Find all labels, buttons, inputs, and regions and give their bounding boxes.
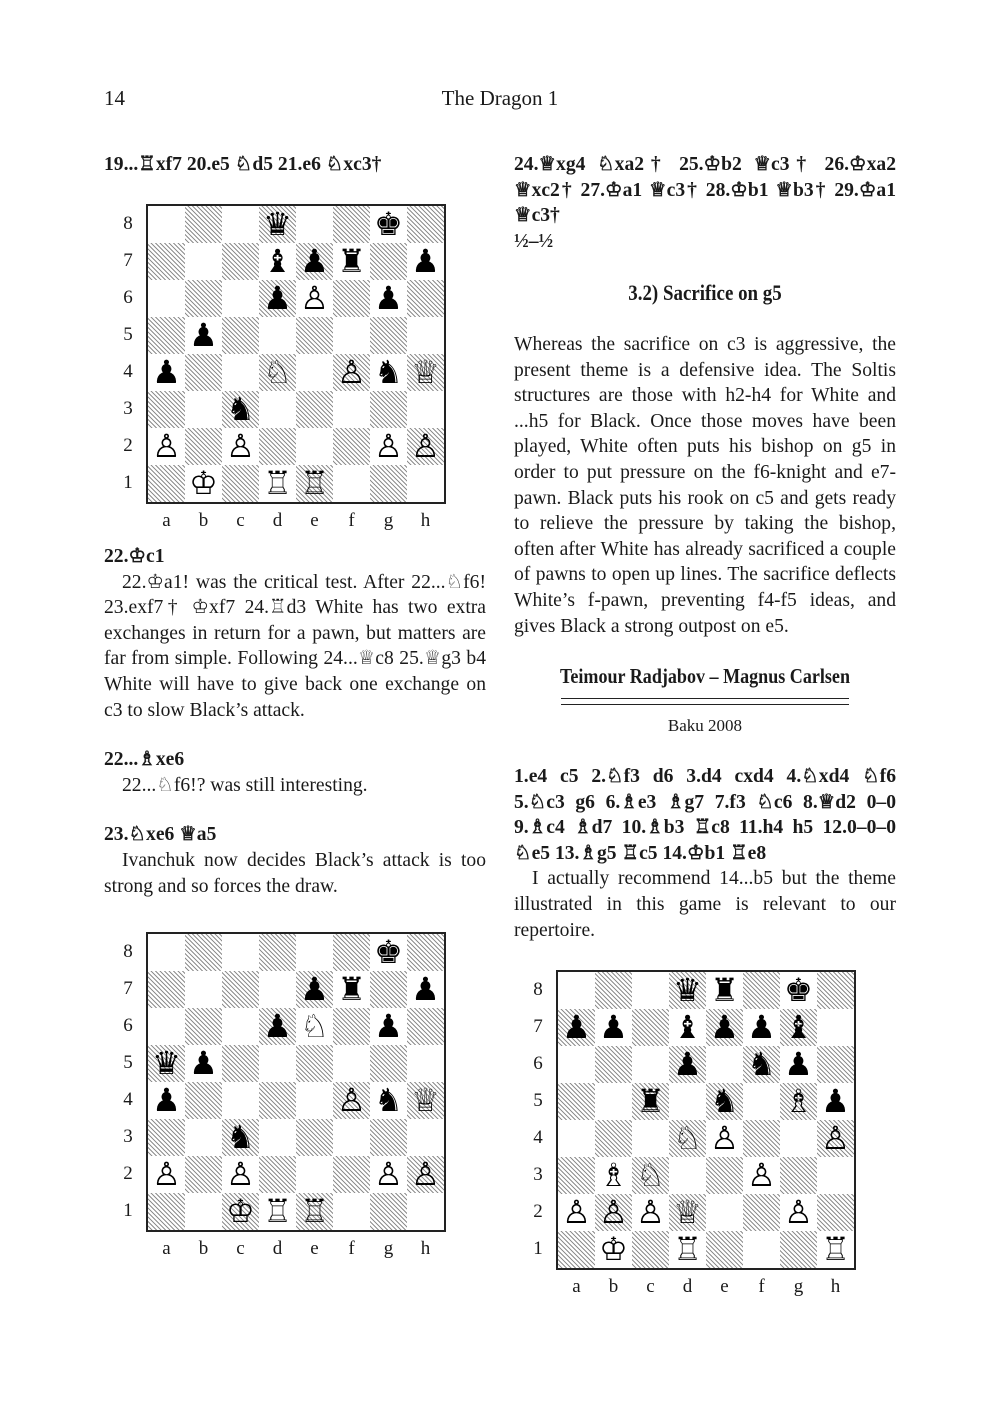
white-rook-e1: ♖ [300,464,329,502]
black-bishop-d7: ♝ [673,1008,702,1046]
square-g1 [370,1193,407,1230]
square-d3 [259,1119,296,1156]
game-note: I actually recommend 14...b5 but the theme illustrated in this game is relevant to our repertoire. [514,868,896,941]
white-pawn-g2: ♙ [374,427,403,465]
square-a1 [558,1231,595,1268]
square-f8 [333,206,370,243]
square-f3 [333,391,370,428]
square-c8 [222,206,259,243]
rank-label-3: 3 [123,398,133,419]
black-knight-e5: ♞ [710,1082,739,1120]
move-23: 23.♘xe6 ♕a5 [104,824,217,846]
square-c1 [222,465,259,502]
white-pawn-g2: ♙ [784,1193,813,1231]
square-g1 [370,465,407,502]
file-label-e: e [310,1238,319,1259]
file-label-c: c [236,510,245,531]
square-h6 [817,1046,854,1083]
square-f8 [743,972,780,1009]
white-pawn-c2: ♙ [226,427,255,465]
square-e8 [296,206,333,243]
black-king-g8: ♚ [374,205,403,243]
white-knight-e6: ♘ [300,1007,329,1045]
square-h1 [407,1193,444,1230]
square-h1 [407,465,444,502]
black-queen-a5: ♛ [152,1044,181,1082]
square-g1 [780,1231,817,1268]
square-b4 [595,1120,632,1157]
square-a8 [148,934,185,971]
white-rook-h1: ♖ [821,1230,850,1268]
file-label-d: d [272,1238,283,1259]
file-label-a: a [162,510,171,531]
square-h3 [407,1119,444,1156]
square-e8 [296,934,333,971]
file-label-a: a [162,1238,171,1259]
square-d5 [669,1083,706,1120]
page-header [0,86,1000,116]
square-f6 [333,280,370,317]
square-b4 [185,354,222,391]
white-pawn-c2: ♙ [226,1155,255,1193]
square-b8 [185,934,222,971]
square-h6 [407,1008,444,1045]
file-label-h: h [420,1238,431,1259]
black-pawn-e7: ♟ [710,1008,739,1046]
square-g3 [370,1119,407,1156]
square-g7 [370,243,407,280]
left-moves-block [104,152,486,178]
white-pawn-b2: ♙ [599,1193,628,1231]
black-rook-f7: ♜ [337,242,366,280]
square-h2 [817,1194,854,1231]
note-22: 22.♔a1! was the critical test. After 22...♘f6! 23.exf7† ♔xf7 24.♖d3 White has two extra exchanges in return for a pawn, but matters are far from simple. Following 24...♕c8 25.♕g3 b4 White will have to give back one exchange on c3 to slow Black’s attack. [104,571,486,721]
chessboard [146,932,446,1232]
square-f6 [333,1008,370,1045]
black-queen-d8: ♛ [673,971,702,1009]
white-pawn-h2: ♙ [411,1155,440,1193]
square-f4 [743,1120,780,1157]
white-bishop-g5: ♗ [784,1082,813,1120]
game-title: Teimour Radjabov – Magnus Carlsen [559,664,851,688]
chessboard [556,970,856,1270]
square-b4 [185,1082,222,1119]
square-b7 [185,243,222,280]
black-pawn-h5: ♟ [821,1082,850,1120]
rank-label-4: 4 [123,1089,133,1110]
black-pawn-d6: ♟ [263,279,292,317]
white-pawn-a2: ♙ [152,427,181,465]
section-paragraph-block [514,332,896,639]
square-g3 [370,391,407,428]
white-knight-d4: ♘ [673,1119,702,1157]
white-pawn-f3: ♙ [747,1156,776,1194]
square-f1 [333,1193,370,1230]
square-b1 [185,1193,222,1230]
square-f8 [333,934,370,971]
square-d5 [259,317,296,354]
square-b2 [185,1156,222,1193]
file-label-g: g [793,1276,804,1297]
file-label-e: e [310,510,319,531]
square-e6 [706,1046,743,1083]
page-number: 14 [104,86,125,110]
rank-label-5: 5 [533,1090,543,1111]
square-f5 [743,1083,780,1120]
white-pawn-a2: ♙ [152,1155,181,1193]
title-rule [561,698,849,705]
file-label-e: e [720,1276,729,1297]
square-f5 [333,317,370,354]
square-c6 [222,280,259,317]
white-rook-e1: ♖ [300,1192,329,1230]
file-label-b: b [608,1276,619,1297]
rank-label-2: 2 [123,1163,133,1184]
black-knight-g4: ♞ [374,1081,403,1119]
square-f1 [333,465,370,502]
section-heading: 3.2) Sacrifice on g5 [628,280,782,305]
square-g5 [370,317,407,354]
game-result: ½–½ [514,230,554,252]
rank-label-8: 8 [123,941,133,962]
note-22b: 22...♘f6!? was still interesting. [122,774,368,796]
square-h3 [407,391,444,428]
black-pawn-h7: ♟ [411,242,440,280]
square-e2 [296,1156,333,1193]
square-b6 [595,1046,632,1083]
black-pawn-d6: ♟ [673,1045,702,1083]
square-c4 [632,1120,669,1157]
square-a6 [558,1046,595,1083]
file-label-h: h [830,1276,841,1297]
black-king-g8: ♚ [784,971,813,1009]
black-rook-f7: ♜ [337,970,366,1008]
square-d2 [259,428,296,465]
chessboard [146,204,446,504]
white-king-b1: ♔ [599,1230,628,1268]
white-pawn-h2: ♙ [411,427,440,465]
file-label-f: f [758,1276,765,1297]
black-pawn-e7: ♟ [300,970,329,1008]
rank-label-6: 6 [123,287,133,308]
rank-label-4: 4 [123,361,133,382]
rank-label-3: 3 [123,1126,133,1147]
black-knight-g4: ♞ [374,353,403,391]
square-h5 [407,317,444,354]
white-bishop-b3: ♗ [599,1156,628,1194]
white-pawn-f4: ♙ [337,1081,366,1119]
square-a8 [148,206,185,243]
square-f3 [333,1119,370,1156]
white-pawn-a2: ♙ [562,1193,591,1231]
white-pawn-e6: ♙ [300,279,329,317]
black-pawn-g6: ♟ [784,1045,813,1083]
square-f1 [743,1231,780,1268]
black-pawn-b7: ♟ [599,1008,628,1046]
file-label-c: c [236,1238,245,1259]
black-bishop-d7: ♝ [263,242,292,280]
square-e4 [296,354,333,391]
square-d3 [259,391,296,428]
black-pawn-e7: ♟ [300,242,329,280]
rank-label-8: 8 [533,979,543,1000]
left-notes-block [104,544,486,899]
white-rook-d1: ♖ [263,1192,292,1230]
square-d5 [259,1045,296,1082]
rank-label-7: 7 [123,250,133,271]
file-label-h: h [420,510,431,531]
move-22: 22.♔c1 [104,546,165,567]
square-h8 [817,972,854,1009]
rank-label-3: 3 [533,1164,543,1185]
square-d4 [259,1082,296,1119]
square-a3 [148,391,185,428]
file-label-d: d [272,510,283,531]
square-h6 [407,280,444,317]
square-e3 [706,1157,743,1194]
square-c8 [632,972,669,1009]
square-a7 [148,971,185,1008]
file-label-g: g [383,510,394,531]
black-pawn-b5: ♟ [189,1044,218,1082]
white-rook-d1: ♖ [673,1230,702,1268]
square-a4 [558,1120,595,1157]
square-a5 [148,317,185,354]
square-a8 [558,972,595,1009]
white-pawn-g2: ♙ [374,1155,403,1193]
square-c6 [632,1046,669,1083]
black-king-g8: ♚ [374,933,403,971]
running-title: The Dragon 1 [441,86,559,110]
square-a5 [558,1083,595,1120]
black-knight-c3: ♞ [226,390,255,428]
white-pawn-e4: ♙ [710,1119,739,1157]
white-queen-h4: ♕ [411,353,440,391]
black-pawn-a4: ♟ [152,353,181,391]
file-label-g: g [383,1238,394,1259]
game-moves: 1.e4 c5 2.♘f3 d6 3.d4 cxd4 4.♘xd4 ♘f6 5.♘c3 g6 6.♗e3 ♗g7 7.f3 ♘c6 8.♕d2 0–0 9.♗c4 ♗d7 10.♗b3 ♖c8 11.h4 h5 12.0–0–0 ♘e5 13.♗g5 ♖c5 14.♔b1 ♖e8 [514,766,896,864]
square-d2 [259,1156,296,1193]
square-c4 [222,354,259,391]
square-c7 [222,243,259,280]
file-label-b: b [198,510,209,531]
square-b7 [185,971,222,1008]
square-a1 [148,1193,185,1230]
square-h3 [817,1157,854,1194]
section-paragraph: Whereas the sacrifice on c3 is aggressive, the present theme is a defensive idea. The Soltis structures are those with h2-h4 for White and ...h5 for Black. Once those moves have been played, White often puts his bishop on g5 in order to put pressure on the f6-knight and e7-pawn. Black puts his rook on c5 and gets ready to relieve the pressure by taking the bishop, often after White has already sacrificed a couple of pawns to open up lines. The sacrifice deflects White’s f-pawn, preventing f4-f5 ideas, and gives Black a strong outpost on e5. [514,334,896,637]
square-b6 [185,280,222,317]
square-h8 [407,934,444,971]
square-a6 [148,280,185,317]
game-moves-block [514,764,896,943]
white-queen-d2: ♕ [673,1193,702,1231]
note-23: Ivanchuk now decides Black’s attack is too strong and so forces the draw. [104,849,486,897]
square-f2 [333,1156,370,1193]
square-c7 [222,971,259,1008]
white-rook-d1: ♖ [263,464,292,502]
square-b8 [185,206,222,243]
square-a1 [148,465,185,502]
square-a6 [148,1008,185,1045]
file-label-c: c [646,1276,655,1297]
black-rook-c5: ♜ [636,1082,665,1120]
rank-label-1: 1 [123,472,133,493]
black-pawn-g6: ♟ [374,279,403,317]
file-label-d: d [682,1276,693,1297]
black-pawn-d6: ♟ [263,1007,292,1045]
square-e2 [296,428,333,465]
square-d3 [669,1157,706,1194]
black-rook-e8: ♜ [710,971,739,1009]
black-bishop-g7: ♝ [784,1008,813,1046]
square-h8 [407,206,444,243]
black-knight-c3: ♞ [226,1118,255,1156]
square-c6 [222,1008,259,1045]
file-label-a: a [572,1276,581,1297]
black-pawn-a7: ♟ [562,1008,591,1046]
square-a7 [148,243,185,280]
square-e5 [296,317,333,354]
file-label-f: f [348,510,355,531]
square-g3 [780,1157,817,1194]
square-e5 [296,1045,333,1082]
square-h7 [817,1009,854,1046]
event-name: Baku 2008 [667,716,743,735]
square-a3 [148,1119,185,1156]
square-g5 [370,1045,407,1082]
square-e3 [296,391,333,428]
black-pawn-f7: ♟ [747,1008,776,1046]
white-pawn-h4: ♙ [821,1119,850,1157]
square-c4 [222,1082,259,1119]
rank-label-4: 4 [533,1127,543,1148]
rank-label-6: 6 [123,1015,133,1036]
square-c5 [222,317,259,354]
white-pawn-f4: ♙ [337,353,366,391]
black-pawn-g6: ♟ [374,1007,403,1045]
rank-label-5: 5 [123,324,133,345]
rank-label-1: 1 [533,1238,543,1259]
square-b3 [185,1119,222,1156]
white-knight-c3: ♘ [636,1156,665,1194]
square-b8 [595,972,632,1009]
square-c5 [222,1045,259,1082]
rank-label-1: 1 [123,1200,133,1221]
square-g4 [780,1120,817,1157]
rank-label-5: 5 [123,1052,133,1073]
right-moves-block [514,152,896,254]
white-queen-h4: ♕ [411,1081,440,1119]
white-king-b1: ♔ [189,464,218,502]
black-pawn-b5: ♟ [189,316,218,354]
square-b5 [595,1083,632,1120]
square-f2 [743,1194,780,1231]
square-c1 [632,1231,669,1268]
rank-label-6: 6 [533,1053,543,1074]
file-label-b: b [198,1238,209,1259]
square-e1 [706,1231,743,1268]
square-c7 [632,1009,669,1046]
square-b3 [185,391,222,428]
square-e3 [296,1119,333,1156]
square-b6 [185,1008,222,1045]
black-queen-d8: ♛ [263,205,292,243]
square-e4 [296,1082,333,1119]
black-pawn-h7: ♟ [411,970,440,1008]
square-h5 [407,1045,444,1082]
square-g7 [370,971,407,1008]
rank-label-7: 7 [123,978,133,999]
white-king-c1: ♔ [226,1192,255,1230]
move-line-19: 19...♖xf7 20.e5 ♘d5 21.e6 ♘xc3† [104,154,382,175]
square-d7 [259,971,296,1008]
square-f5 [333,1045,370,1082]
square-b2 [185,428,222,465]
move-line-24: 24.♕xg4 ♘xa2† 25.♔b2 ♕c3† 26.♔xa2 ♕xc2† 27.♔a1 ♕c3† 28.♔b1 ♕b3† 29.♔a1 ♕c3† [514,154,896,227]
rank-label-7: 7 [533,1016,543,1037]
rank-label-8: 8 [123,213,133,234]
square-d8 [259,934,296,971]
square-c8 [222,934,259,971]
black-pawn-a4: ♟ [152,1081,181,1119]
rank-label-2: 2 [123,435,133,456]
square-f2 [333,428,370,465]
white-pawn-c2: ♙ [636,1193,665,1231]
square-e2 [706,1194,743,1231]
file-label-f: f [348,1238,355,1259]
rank-label-2: 2 [533,1201,543,1222]
move-22b: 22...♗xe6 [104,749,185,771]
white-knight-d4: ♘ [263,353,292,391]
black-knight-f6: ♞ [747,1045,776,1083]
square-a3 [558,1157,595,1194]
